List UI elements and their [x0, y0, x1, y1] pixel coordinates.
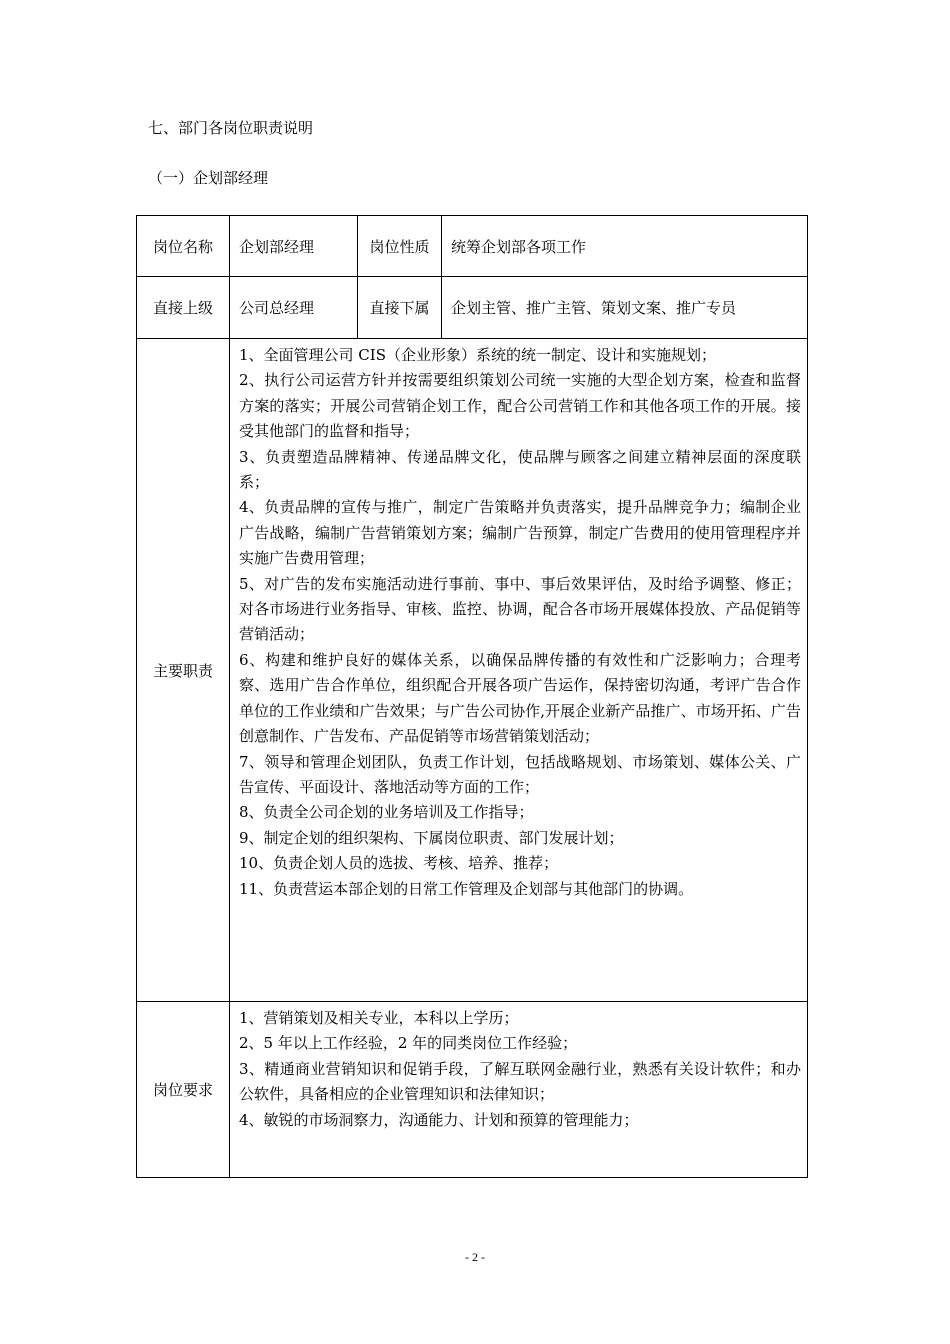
requirement-item: 2、5 年以上工作经验，2 年的同类岗位工作经验； [239, 1034, 578, 1053]
table-row [137, 339, 808, 1002]
subsection-title: （一）企划部经理 [148, 169, 269, 187]
main-duties-content [230, 339, 808, 1002]
duty-item: 8、负责全公司企划的业务培训及工作指导； [239, 803, 534, 822]
direct-subordinates-label: 直接下属 [358, 277, 442, 339]
duty-item: 11、负责营运本部企划的日常工作管理及企划部与其他部门的协调。 [239, 879, 694, 898]
duty-item: 6、构建和维护良好的媒体关系，以确保品牌传播的有效性和广泛影响力；合理考察、选用广告合作单位，组织配合开展各项广告运作，保持密切沟通，考评广告合作单位的工作业绩和广告效果；与广告公司协作,开展企业新产品推广、市场开拓、广告创意制作、广告发布、产品促销等市场营销策划活动； [239, 650, 801, 746]
duty-item: 7、领导和管理企划团队，负责工作计划，包括战略规划、市场策划、媒体公关、广告宣传、平面设计、落地活动等方面的工作； [239, 752, 801, 796]
requirements-content [230, 1002, 808, 1178]
duty-item: 10、负责企划人员的选拔、考核、培养、推荐； [239, 854, 559, 873]
page-number: - 2 - [465, 1250, 485, 1264]
main-duties-label: 主要职责 [137, 339, 230, 1002]
duty-item: 2、执行公司运营方针并按需要组织策划公司统一实施的大型企划方案，检查和监督方案的落实；开展公司营销企划工作，配合公司营销工作和其他各项工作的开展。接受其他部门的监督和指导； [239, 371, 801, 441]
direct-superior-value: 公司总经理 [230, 277, 358, 339]
table-row [137, 216, 808, 277]
job-description-table [136, 215, 808, 1178]
requirement-item: 1、营销策划及相关专业，本科以上学历； [239, 1009, 519, 1027]
direct-superior-label: 直接上级 [137, 277, 230, 339]
requirement-item: 3、精通商业营销知识和促销手段，了解互联网金融行业，熟悉有关设计软件；和办公软件，具备相应的企业管理知识和法律知识； [239, 1059, 801, 1104]
position-name-value: 企划部经理 [230, 216, 358, 277]
duty-item: 3、负责塑造品牌精神、传递品牌文化，使品牌与顾客之间建立精神层面的深度联系； [239, 447, 801, 492]
table-row [137, 277, 808, 339]
table-row [137, 1002, 808, 1178]
requirements-label: 岗位要求 [137, 1002, 230, 1178]
position-nature-value: 统筹企划部各项工作 [442, 216, 808, 277]
section-title: 七、部门各岗位职责说明 [148, 119, 314, 137]
position-nature-label: 岗位性质 [358, 216, 442, 277]
duty-item: 5、对广告的发布实施活动进行事前、事中、事后效果评估，及时给予调整、修正；对各市场进行业务指导、审核、监控、协调，配合各市场开展媒体投放、产品促销等营销活动； [239, 574, 801, 644]
duty-item: 4、负责品牌的宣传与推广，制定广告策略并负责落实，提升品牌竞争力；编制企业广告战略，编制广告营销策划方案；编制广告预算，制定广告费用的使用管理程序并实施广告费用管理； [239, 498, 801, 568]
direct-subordinates-value: 企划主管、推广主管、策划文案、推广专员 [442, 277, 808, 339]
requirement-item: 4、敏锐的市场洞察力，沟通能力、计划和预算的管理能力； [239, 1110, 639, 1129]
position-name-label: 岗位名称 [137, 216, 230, 277]
duty-item: 9、制定企划的组织架构、下属岗位职责、部门发展计划； [239, 828, 624, 847]
duty-item: 1、全面管理公司 CIS（企业形象）系统的统一制定、设计和实施规划； [239, 346, 716, 364]
